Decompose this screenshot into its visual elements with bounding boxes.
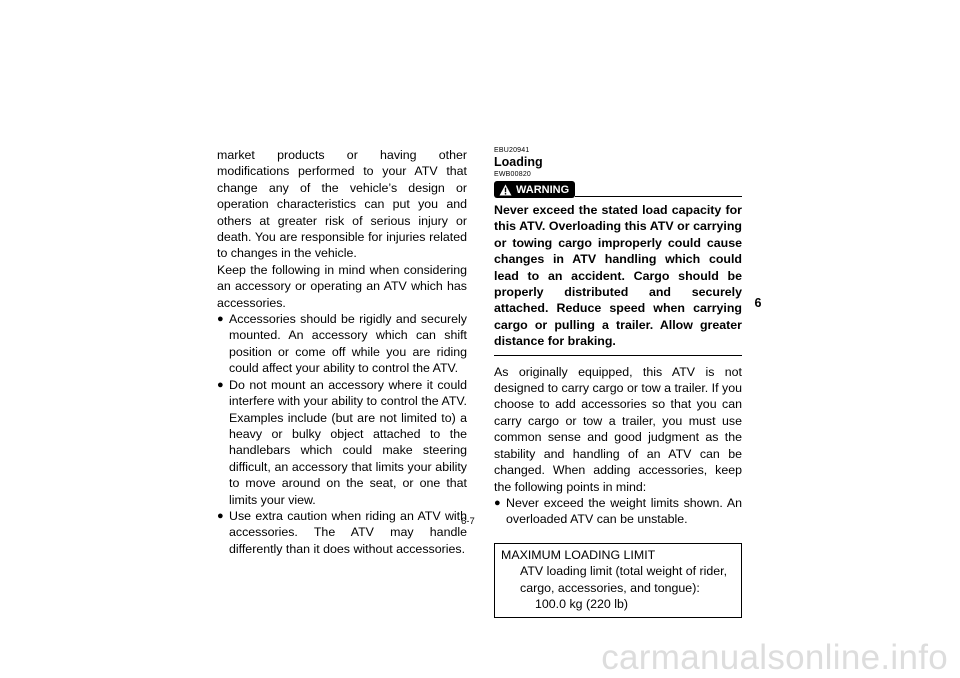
bullet-item-placement	[217, 377, 467, 508]
spec-title: MAXIMUM LOADING LIMIT	[501, 547, 656, 562]
warning-triangle-icon	[499, 184, 512, 196]
warning-rule	[575, 196, 742, 197]
left-column	[217, 147, 467, 557]
warning-label: WARNING	[516, 183, 570, 196]
bullet-item-caution	[217, 508, 467, 557]
bullet-icon: ●	[217, 378, 224, 391]
warning-header	[494, 181, 742, 198]
warning-code: EWB00820	[494, 171, 532, 178]
page-number: 6-7	[461, 516, 475, 527]
bullet-item-mounting	[217, 311, 467, 377]
section-code: EBU20941	[494, 147, 530, 154]
loading-limit-box	[494, 543, 742, 619]
bullet-item-weight-limits	[494, 495, 742, 528]
section-heading: Loading	[494, 155, 543, 169]
bullet-text: Accessories should be rigidly and securely mounted. An accessory which can shift position or come off while you are riding could affect your ability to control the ATV.	[229, 312, 467, 376]
accessory-paragraph: Keep the following in mind when considering an accessory or operating an ATV which has accessories.	[217, 262, 467, 310]
watermark: carmanualsonline.info	[601, 638, 948, 677]
warning-text: Never exceed the stated load capacity for this ATV. Overloading this ATV or carrying or towing cargo improperly could cause changes in ATV handling which could lead to an accident. Cargo should be properly distributed and securely attached. Reduce speed when carrying cargo or pulling a trailer. Allow greater distance for braking.	[494, 202, 742, 356]
bullet-text: Use extra caution when riding an ATV with accessories. The ATV may handle differently than it does without accessories.	[229, 508, 467, 556]
bullet-text: Do not mount an accessory where it could interfere with your ability to control the ATV. Examples include (but are not limited to) a heavy or bulky object attached to the handlebars which could make steering difficult, an accessory that limits your ability to move around on the seat, or one that limits your view.	[229, 377, 467, 507]
bullet-icon: ●	[494, 496, 501, 509]
right-column	[494, 147, 742, 618]
loading-paragraph: As originally equipped, this ATV is not designed to carry cargo or tow a trailer. If you choose to add accessories so that you can carry cargo or tow a trailer, you must use common sense and good judgment as the stability and handling of an ATV can be changed. When adding accessories, keep the following points in mind:	[494, 364, 742, 494]
bullet-icon: ●	[217, 313, 224, 326]
chapter-tab: 6	[754, 296, 762, 310]
spec-description: ATV loading limit (total weight of rider, cargo, accessories, and tongue):	[520, 564, 728, 595]
spec-value: 100.0 kg (220 lb)	[535, 596, 628, 611]
bullet-text: Never exceed the weight limits shown. An overloaded ATV can be unstable.	[506, 495, 742, 527]
bullet-icon: ●	[217, 509, 224, 522]
warning-badge	[494, 181, 575, 198]
intro-paragraph: market products or having other modifications performed to your ATV that change any of the vehicle’s design or operation characteristics can put you and others at greater risk of serious injury or death. You are responsible for injuries related to changes in the vehicle.	[217, 148, 467, 261]
